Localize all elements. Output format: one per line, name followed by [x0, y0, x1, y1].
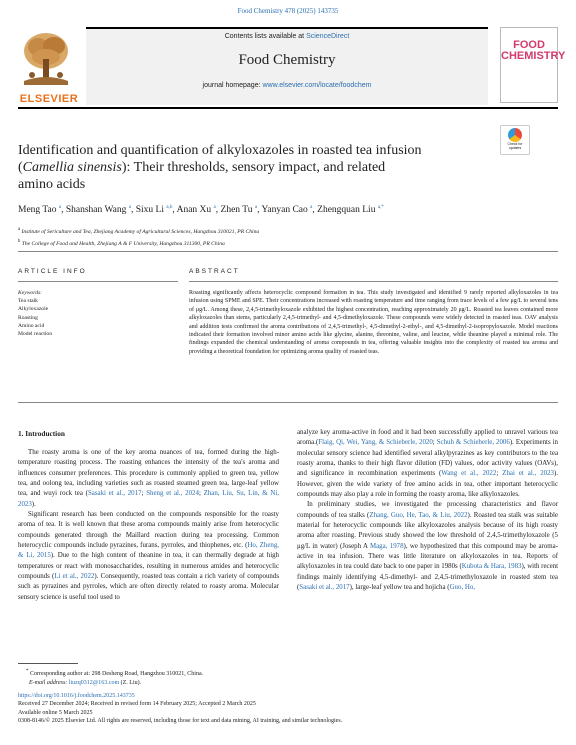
elsevier-logo[interactable] — [18, 27, 80, 103]
keywords-label: Keywords: — [18, 290, 43, 296]
article-info-heading: ARTICLE INFO — [18, 268, 87, 275]
corresponding-author-text: Corresponding author at: 298 Desheng Road, Hangzhou 310021, China. — [30, 671, 204, 677]
affiliation-text: Institute of Sericulture and Tea, Zhejiang Academy of Agricultural Sciences, Hangzhou 310021, PR China — [21, 228, 260, 235]
author-name: Zhengquan Liu — [317, 205, 376, 216]
body-column-left — [18, 448, 279, 603]
citation-link[interactable]: Wang et al., 2022 — [441, 470, 497, 478]
citation-link[interactable]: Zhang, Guo, He, Tao, & Liu, 2022 — [369, 511, 468, 519]
citation-link[interactable]: Kubota & Hara, 1983 — [461, 563, 522, 571]
citation-link[interactable]: Zhan, Liu, Su, Lin, & Ni, 2023 — [18, 490, 279, 508]
journal-cover-image[interactable] — [500, 27, 566, 103]
check-updates-label: Check for updates — [507, 142, 523, 150]
keyword: Alkyloxazole — [18, 306, 49, 313]
text-run: ). Due to the high content of theanine in tea, it can thermally degrade at high temperatures or react with monosaccharides, resulting in numerous amides and heterocyclic compounds ( — [18, 552, 279, 581]
text-run: ). — [31, 500, 36, 508]
corresponding-mark: * — [26, 669, 29, 674]
text-run: ; — [432, 439, 437, 447]
abstract-bottom-rule — [18, 402, 558, 403]
paragraph — [297, 500, 558, 593]
email-link[interactable]: liuzq0312@163.com — [68, 680, 120, 686]
journal-reference[interactable]: Food Chemistry 478 (2025) 143735 — [237, 7, 339, 15]
footnote-rule — [18, 663, 78, 664]
elsevier-tree-icon — [18, 27, 74, 87]
citation-link[interactable]: Sasaki et al., 2017 — [299, 584, 350, 592]
author-affiliation-mark[interactable]: a — [213, 205, 216, 210]
text-run: Significant research has been conducted on the compounds responsible for the roasty aroma of tea. It is well known that these aroma compounds mainly arise from heterocyclic compounds generated through the Maillard reaction during tea processing. Common heterocyclic compounds include pyrazines, furans, pyrroles, and thiophenes, etc. ( — [18, 511, 279, 550]
title-line-3: amino acids — [18, 177, 86, 192]
affiliation — [18, 225, 558, 237]
author-affiliation-mark[interactable]: a — [128, 205, 131, 210]
paragraph — [18, 448, 279, 510]
body-column-right — [297, 428, 558, 594]
keyword: Amino acid — [18, 322, 45, 329]
article-title — [18, 142, 488, 193]
author[interactable] — [317, 205, 384, 215]
journal-header — [18, 27, 566, 105]
text-run: ), we hypothesized that this compound may be aroma-active in tea infusion. There was little literature on alkyloxazoles in tea. Reports of alkyloxazoles in tea could date back to one paper in 1980s ( — [297, 542, 558, 571]
text-run: ; — [198, 490, 204, 498]
text-run: ; — [496, 470, 503, 478]
article-metadata — [18, 692, 558, 726]
affiliations — [18, 225, 558, 249]
author-list: Meng Tao $^a$, Shanshan Wang $^a$, Sixu Li $^{a,b}$, Anan Xu $^a$, Zhen Tu $^a$, Yanyan Cao $^a$, Zhengquan Liu $^{a,*}$ — [18, 205, 384, 216]
citation-link[interactable]: Flaig, Qi, Wei, Yang, & Schieberle, 2020 — [318, 439, 433, 447]
text-run: In preliminary studies, we investigated the processing characteristics and flavor compounds of tea stalks ( — [297, 501, 558, 519]
author-name: Shanshan Wang — [65, 205, 127, 216]
title-line-2-pre: ( — [18, 160, 23, 175]
contents-line — [86, 33, 488, 40]
text-run: ). However, given the wide variety of free amino acids in tea, other important heterocyclic compounds may also play a role in forming the roasty aroma, like alkyloxazoles. — [297, 470, 559, 499]
homepage-link[interactable]: www.elsevier.com/locate/foodchem — [262, 82, 372, 89]
author[interactable] — [136, 205, 173, 215]
check-for-updates-button[interactable] — [500, 125, 530, 155]
abstract-rule — [189, 281, 558, 282]
affiliation-mark: a — [18, 227, 21, 232]
copyright: 0308-8146/© 2025 Elsevier Ltd. All rights are reserved, including those for text and data mining, AI training, and similar technologies. — [18, 718, 343, 725]
author[interactable] — [66, 205, 131, 215]
author-affiliation-mark[interactable]: a — [254, 205, 258, 210]
abstract-text: Roasting significantly affects heterocyclic compound formation in tea. This study investigated and identified 9 rarely reported alkyloxazoles in tea infusion using SPME and SPE. Their concentrations increased with roasting temperature and time ranging from trace levels of a few μg/L to several tens of μg/L. Among these, 2,4,5-trimethyloxazole exhibited the highest concentration, reaching approximately 20 μg/L. Roasted tea leaves contained more alkyloxazoles than stems, particularly 2,4,5-trimethyl- and 4,5-dimethyloxazole. These compounds were widely detected in roasted teas. OAV analysis and addition tests confirmed the aroma contributions of 2,4,5-trimethyl-, 4,5-dimethyl-2-ethyl-, and 4,5-dimethyl-2-isopropyloxazole. Model reactions indicated their formation involved minor amino acids like glycine, alanine, threonine, valine, and leucine, while theanine played a minimal role. The findings expanded the chemical understanding of aroma compounds in tea, offering valuable insights into the complexity of roasted tea aroma and providing a theoretical foundation for optimizing aroma quality of roasted teas. — [189, 290, 558, 355]
author-name: Meng Tao — [18, 205, 57, 216]
text-run: ). Experiments in molecular sensory science had identified several alkylpyrazines as key contributors to the tea roasty aroma, thanks to their high flavor dilution (FD) values, odor activity values (OAVs), and significance in recombination experiments ( — [297, 439, 558, 478]
check-updates-icon — [508, 128, 522, 142]
text-run: ). Roasted tea stalk was suitable material for heterocyclic compounds like alkyloxazoles analysis because of its high roasty aroma after roasting. Previous study showed the low threshold of 2,4,5-trimethyloxazole (5 μg/L in water) (Joseph A — [297, 511, 558, 550]
author[interactable] — [177, 205, 216, 215]
homepage-prefix: journal homepage: — [202, 82, 261, 89]
author-name: Sixu Li — [135, 205, 164, 216]
citation-link[interactable]: Ho, Zheng, & Li, 2015 — [18, 542, 279, 560]
affiliation-rule — [18, 251, 558, 252]
text-run: ), with recent findings mainly identifying 4,5-dimethyl- and 2,4,5-trimethyloxazole in roasted stem tea ( — [297, 563, 559, 592]
header-rule — [18, 107, 558, 109]
journal-title: Food Chemistry — [238, 52, 336, 68]
author[interactable] — [221, 205, 258, 215]
masthead — [86, 27, 488, 105]
citation-link[interactable]: Guo, Ho, — [449, 584, 476, 592]
email-suffix: (Z. Liu). — [120, 680, 142, 686]
keywords-block — [18, 289, 178, 338]
affiliation-mark: b — [18, 238, 21, 244]
sciencedirect-link[interactable]: ScienceDirect — [306, 33, 350, 40]
citation-link[interactable]: Schuh & Schieberle, 2006 — [436, 439, 510, 447]
title-line-1: Identification and quantification of alkyloxazoles in roasted tea infusion — [18, 143, 422, 158]
cover-title-line2: CHEMISTRY — [501, 50, 566, 62]
introduction-heading: 1. Introduction — [18, 429, 65, 438]
keyword: Model reaction — [18, 331, 53, 338]
cover-title — [501, 39, 566, 62]
affiliation-text: The College of Food and Health, Zhejiang A & F University, Hangzhou 311300, PR China — [21, 240, 225, 247]
citation-link[interactable]: Sheng et al., 2024 — [146, 490, 199, 498]
citation-link[interactable]: Zhai et al., 2023 — [502, 470, 554, 478]
footnote — [26, 667, 556, 688]
citation-link[interactable]: Maga, 1978 — [369, 542, 404, 550]
article-info-rule — [18, 281, 178, 282]
keyword: Roasting — [18, 314, 38, 321]
author-name: Anan Xu — [176, 205, 212, 216]
title-line-2-post: ): Their thresholds, sensory impact, and related — [121, 160, 386, 175]
author-name: Yanyan Cao — [261, 205, 308, 216]
citation-link[interactable]: Sasaki et al., 2017 — [87, 490, 142, 498]
author-affiliation-mark[interactable]: a — [58, 205, 62, 210]
title-species: Camellia sinensis — [22, 160, 122, 175]
keyword: Tea stalk — [18, 298, 38, 305]
author-affiliation-mark[interactable]: a,b — [166, 205, 173, 210]
author-affiliation-mark[interactable]: a,* — [377, 205, 384, 210]
author[interactable] — [18, 205, 61, 215]
citation-link[interactable]: Li et al., 2022 — [54, 573, 95, 581]
text-run: The roasty aroma is one of the key aroma nuances of tea, formed during the high-temperature roasting process. The roasting enhances the intensity of the tea's aroma and influences consumer preferences. This procedure is commonly applied to green tea, yellow tea, and oolong tea, including varieties such as roasted steamed green tea, large-leaf yellow tea, and wuyi rock tea ( — [18, 449, 279, 498]
keywords-list — [18, 297, 178, 338]
text-run: ; — [141, 490, 147, 498]
author[interactable] — [262, 205, 313, 215]
available-online: Available online 5 March 2025 — [18, 709, 93, 716]
contents-prefix: Contents lists available at — [224, 33, 305, 40]
homepage-line — [86, 82, 488, 89]
text-run: ). Consequently, roasted teas contain a rich variety of compounds such as pyrazines and pyrroles, which are often directly related to roasty aroma. Molecular sensory science is useful tool used to — [18, 573, 280, 601]
cover-title-line1: FOOD — [513, 39, 545, 51]
paragraph — [297, 428, 558, 500]
author-affiliation-mark[interactable]: a — [310, 205, 313, 210]
email-label: E-mail address: — [29, 680, 68, 686]
doi-link[interactable]: https://doi.org/10.1016/j.foodchem.2025.143735 — [18, 693, 135, 699]
abstract-heading: ABSTRACT — [189, 268, 240, 275]
text-run: ), large-leaf yellow tea and hojicha ( — [349, 584, 450, 592]
received-dates: Received 27 December 2024; Received in revised form 14 February 2025; Accepted 2 March 2025 — [18, 701, 256, 708]
affiliation — [18, 237, 558, 249]
text-run: analyze key aroma-active in food and it had been successfully applied to unravel various tea aroma.( — [297, 429, 558, 447]
publisher-name: ELSEVIER — [19, 93, 79, 105]
author-name: Zhen Tu — [220, 205, 253, 216]
paragraph — [18, 510, 279, 603]
